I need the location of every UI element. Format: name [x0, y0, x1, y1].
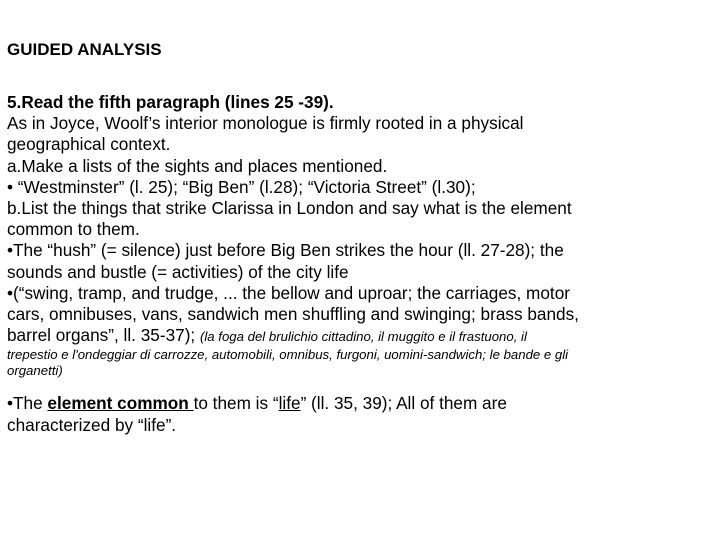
- conclusion-line-2: characterized by “life”.: [7, 414, 177, 435]
- translation-line-3: organetti): [7, 363, 63, 379]
- quote-line-3: [7, 325, 713, 347]
- life-word: life: [278, 393, 301, 414]
- task-b-line-1: b.List the things that strike Clarissa in London and say what is the element: [7, 198, 572, 219]
- quote-end: barrel organs”, ll. 35-37);: [7, 325, 196, 346]
- answer-a: • “Westminster” (l. 25); “Big Ben” (l.28); “Victoria Street” (l.30);: [7, 176, 476, 197]
- spacer: [7, 379, 713, 393]
- task-a: a.Make a lists of the sights and places mentioned.: [7, 155, 388, 176]
- slide-body: [7, 92, 713, 436]
- conclusion-line-1: [7, 393, 713, 414]
- intro-line-1: As in Joyce, Woolf’s interior monologue is firmly rooted in a physical: [7, 113, 524, 134]
- intro-line-2: geographical context.: [7, 134, 171, 155]
- slide-title: GUIDED ANALYSIS: [7, 40, 162, 59]
- question-5: 5.Read the fifth paragraph (lines 25 -39).: [7, 92, 334, 112]
- conclusion-end: ” (ll. 35, 39); All of them are: [300, 393, 507, 414]
- answer-b-line-2: sounds and bustle (= activities) of the city life: [7, 261, 349, 282]
- conclusion-bullet: •The: [7, 393, 48, 414]
- task-b-line-2: common to them.: [7, 219, 140, 240]
- quote-line-2: cars, omnibuses, vans, sandwich men shuffling and swinging; brass bands,: [7, 304, 579, 325]
- translation-start: (la foga del brulichio cittadino, il muggito e il frastuono, il: [199, 329, 527, 345]
- element-common-text: element common: [47, 393, 194, 414]
- answer-b-line-1: •The “hush” (= silence) just before Big Ben strikes the hour (ll. 27-28); the: [7, 240, 564, 261]
- quote-line-1: •(“swing, tramp, and trudge, ... the bellow and uproar; the carriages, motor: [7, 282, 570, 303]
- translation-line-2: trepestio e l'ondeggiar di carrozze, automobili, omnibus, furgoni, uomini-sandwich; le bande e gli: [7, 347, 569, 363]
- conclusion-mid: to them is “: [193, 393, 279, 414]
